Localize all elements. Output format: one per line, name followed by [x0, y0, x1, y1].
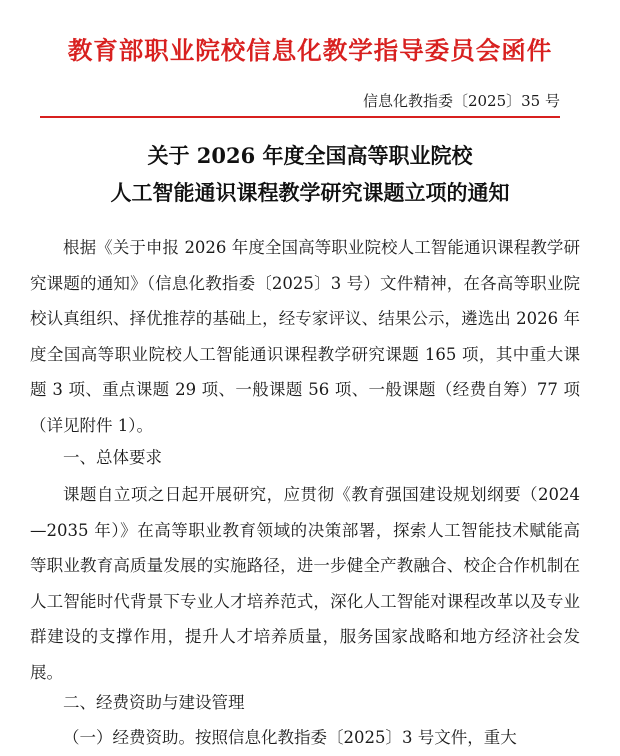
body-paragraph-1: 根据《关于申报 2026 年度全国高等职业院校人工智能通识课程教学研究课题的通知》（信息化教指委〔2025〕3 号）文件精神，在各高等职业院校认真组织、择优推荐的基础上，经专家评议、结果公示，遴选出 2026 年度全国高等职业院校人工智能通识课程教学研究课题 165 项，其中重大课题 3 项、重点课题 29 项、一般课题 56 项、一般课题（经费自筹）77 项（详见附件 1）。 — [30, 238, 580, 435]
letterhead-divider — [40, 116, 560, 118]
section-heading-1: 一、总体要求 — [63, 448, 162, 467]
body-paragraph-3: （一）经费资助。按照信息化教指委〔2025〕3 号文件，重大 — [63, 728, 517, 747]
letterhead-title: 教育部职业院校信息化教学指导委员会函件 — [67, 36, 553, 65]
notice-title-line-1: 关于 2026 年度全国高等职业院校 — [147, 143, 473, 168]
notice-title-line-2: 人工智能通识课程教学研究课题立项的通知 — [110, 180, 510, 205]
body-paragraph-2: 课题自立项之日起开展研究，应贯彻《教育强国建设规划纲要（2024—2035 年）》在高等职业教育领域的决策部署，探索人工智能技术赋能高等职业教育高质量发展的实施路径，进一步健全产教融合、校企合作机制在人工智能时代背景下专业人才培养范式，深化人工智能对课程改革以及专业群建设的支撑作用，提升人才培养质量，服务国家战略和地方经济社会发展。 — [30, 485, 580, 682]
document-number: 信息化教指委〔2025〕35 号 — [362, 92, 560, 110]
section-heading-2: 二、经费资助与建设管理 — [63, 693, 245, 712]
